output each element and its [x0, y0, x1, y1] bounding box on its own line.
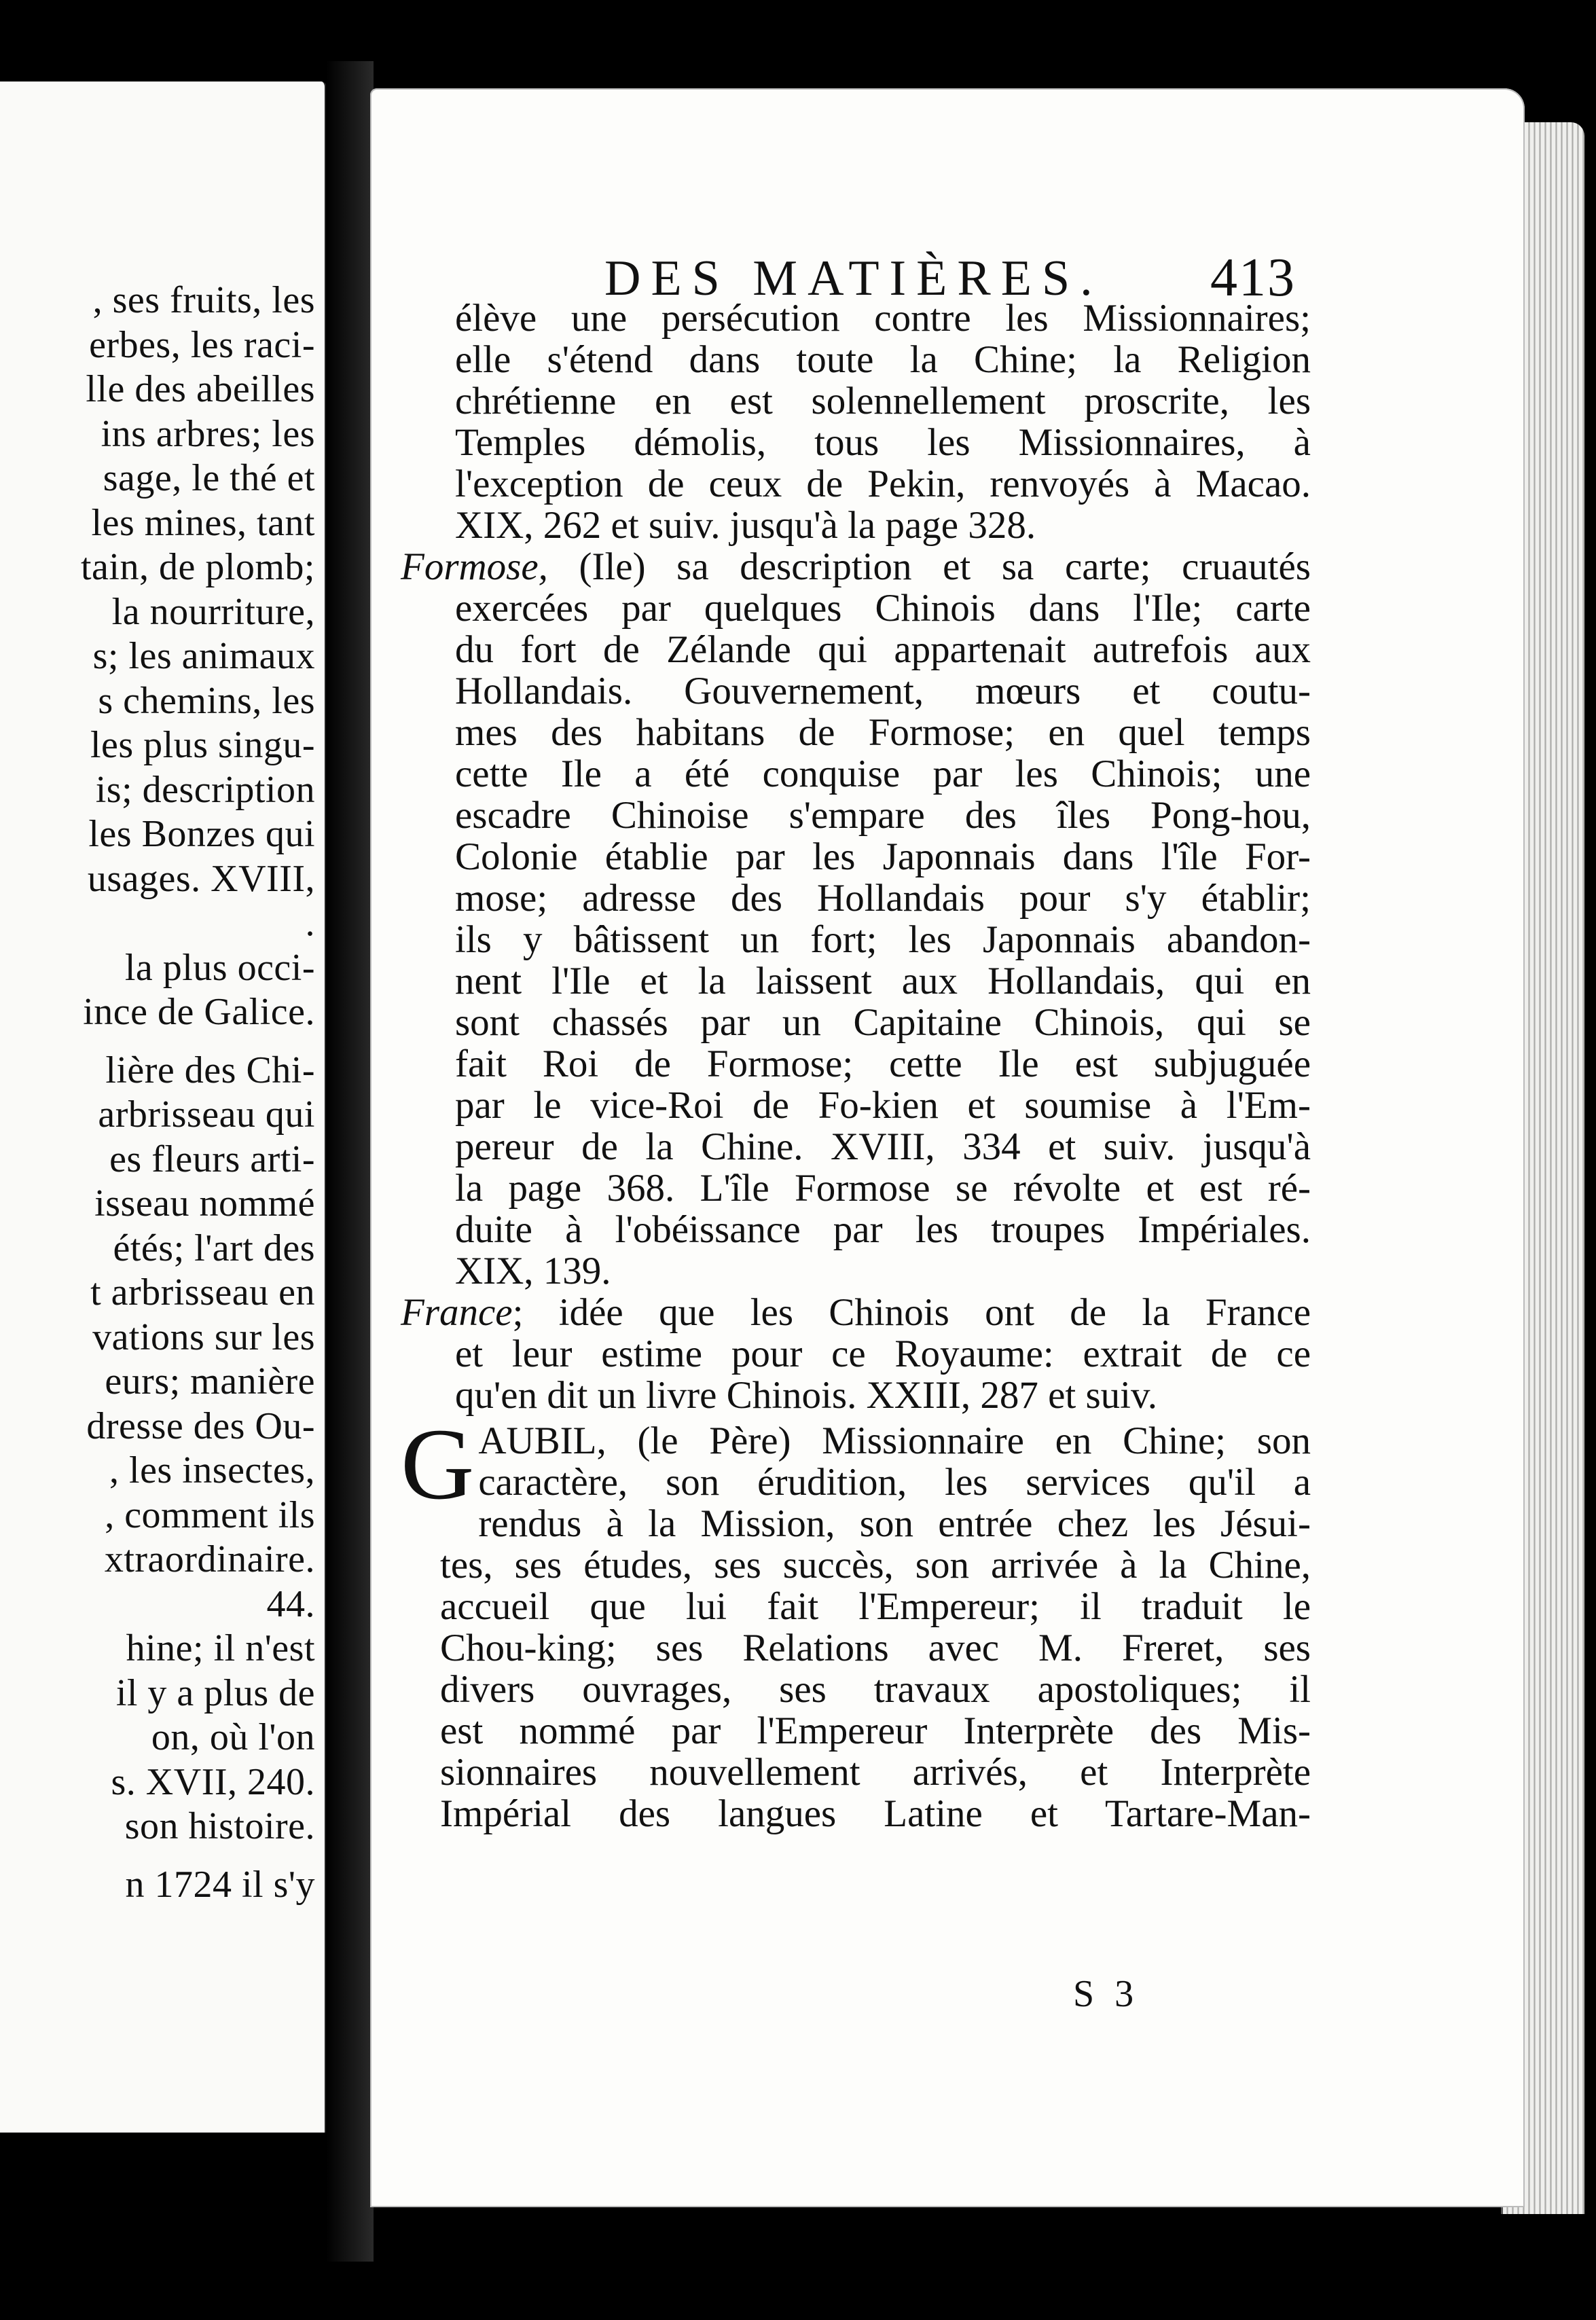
text-fragment: (Ile) sa description et sa carte; cruautés	[547, 545, 1311, 588]
text-line: qu'en dit un livre Chinois. XXIII, 287 et suiv.	[455, 1374, 1158, 1417]
text-line	[401, 546, 1311, 587]
text-line: escadre Chinoise s'empare des îles Pong-hou,	[455, 794, 1311, 837]
entry-gaubil	[401, 1408, 1311, 1835]
index-text	[401, 297, 1311, 1834]
left-page	[0, 81, 327, 2133]
book-gutter	[326, 61, 374, 2262]
text-line: l'exception de ceux de Pekin, renvoyés à Macao.	[455, 463, 1311, 505]
text-fragment: , (le Père) Missionnaire en Chine; son	[596, 1419, 1311, 1462]
left-text-line: usages. XVIII,	[87, 857, 315, 900]
text-line: duite à l'obéissance par les troupes Impériales.	[455, 1208, 1311, 1251]
text-line: XIX, 262 et suiv. jusqu'à la page 328.	[455, 504, 1036, 547]
left-text-line: s; les animaux	[92, 635, 315, 677]
text-line: divers ouvrages, ses travaux apostoliques; il	[440, 1668, 1311, 1711]
text-line: rendus à la Mission, son entrée chez les Jésui-	[478, 1502, 1311, 1545]
text-line: et leur estime pour ce Royaume: extrait de ce	[455, 1333, 1311, 1375]
left-text-line	[0, 1849, 315, 1863]
left-text-line: , comment ils	[105, 1493, 315, 1536]
left-page-text	[0, 278, 315, 1907]
entry-formose	[401, 546, 1311, 1292]
text-line: mose; adresse des Hollandais pour s'y établir;	[455, 877, 1311, 920]
running-head: DES MATIÈRES.	[604, 251, 1103, 306]
left-text-line: erbes, les raci-	[89, 323, 315, 366]
left-text-line: les Bonzes qui	[88, 813, 315, 855]
signature-mark: S 3	[1073, 1973, 1140, 2015]
left-text-line: tain, de plomb;	[80, 546, 315, 588]
left-text-line: étés; l'art des	[113, 1227, 315, 1269]
left-text-line: isseau nommé	[94, 1182, 315, 1225]
text-line: nent l'Ile et la laissent aux Hollandais, qui en	[455, 960, 1311, 1002]
text-line: XIX, 139.	[455, 1250, 611, 1292]
text-line: Colonie établie par les Japonnais dans l'île For-	[455, 835, 1311, 878]
drop-cap: G	[401, 1408, 475, 1521]
left-text-line: on, où l'on	[151, 1716, 315, 1758]
left-text-line: .	[305, 902, 315, 944]
left-text-line: les mines, tant	[91, 501, 315, 544]
left-text-line: is; description	[95, 768, 315, 811]
left-text-line: , ses fruits, les	[92, 279, 315, 321]
headword-formose: Formose,	[401, 545, 548, 588]
text-line: est nommé par l'Empereur Interprète des Mis-	[440, 1709, 1311, 1752]
left-text-line: eurs; manière	[105, 1360, 315, 1402]
left-text-line: n 1724 il s'y	[125, 1863, 315, 1906]
text-line: fait Roi de Formose; cette Ile est subjuguée	[455, 1043, 1311, 1085]
left-text-line: sage, le thé et	[103, 457, 315, 499]
left-text-line	[0, 1035, 315, 1049]
page-number: 413	[1210, 248, 1296, 308]
left-text-line: s chemins, les	[98, 679, 315, 722]
text-line: la page 368. L'île Formose se révolte et est ré-	[455, 1167, 1311, 1210]
text-line: par le vice-Roi de Fo-kien et soumise à l'Em-	[455, 1084, 1311, 1127]
left-text-line: vations sur les	[92, 1316, 315, 1358]
text-line: Chou-king; ses Relations avec M. Freret, ses	[440, 1627, 1311, 1669]
left-text-line: la nourriture,	[111, 590, 315, 633]
left-text-line: les plus singu-	[90, 724, 315, 766]
left-text-line: arbrisseau qui	[98, 1093, 315, 1136]
text-line: chrétienne en est solennellement proscrite, les	[455, 380, 1311, 422]
headword-france: France	[401, 1291, 513, 1334]
text-line: sont chassés par un Capitaine Chinois, qui se	[455, 1001, 1311, 1044]
text-line	[401, 1292, 1311, 1333]
text-line: accueil que lui fait l'Empereur; il traduit le	[440, 1585, 1311, 1628]
left-text-line: il y a plus de	[115, 1671, 315, 1714]
text-line: tes, ses études, ses succès, son arrivée à la Chine,	[440, 1544, 1311, 1587]
left-text-line: la plus occi-	[124, 946, 315, 989]
entry-continuation	[401, 297, 1311, 546]
text-line: exercées par quelques Chinois dans l'Ile; carte	[455, 587, 1311, 630]
left-text-line: es fleurs arti-	[109, 1138, 315, 1180]
text-line: ils y bâtissent un fort; les Japonnais abandon-	[455, 918, 1311, 961]
text-line: mes des habitans de Formose; en quel temps	[455, 711, 1311, 754]
left-text-line: s. XVII, 240.	[111, 1760, 315, 1803]
left-text-line: , les insectes,	[109, 1449, 315, 1491]
text-line: élève une persécution contre les Missionnaires;	[455, 297, 1311, 340]
left-text-line: dresse des Ou-	[86, 1404, 315, 1447]
left-text-line: 44.	[266, 1582, 315, 1625]
text-line: elle s'étend dans toute la Chine; la Religion	[455, 338, 1311, 381]
entry-france	[401, 1292, 1311, 1416]
text-fragment: ; idée que les Chinois ont de la France	[512, 1291, 1311, 1334]
left-text-line: ins arbres; les	[101, 412, 315, 455]
text-line: du fort de Zélande qui appartenait autrefois aux	[455, 628, 1311, 671]
text-line: sionnaires nouvellement arrivés, et Interprète	[440, 1751, 1311, 1794]
text-line: cette Ile a été conquise par les Chinois; une	[455, 753, 1311, 795]
headword-gaubil: AUBIL	[478, 1419, 597, 1462]
left-text-line: lière des Chi-	[105, 1049, 315, 1091]
text-line: Temples démolis, tous les Missionnaires, à	[455, 421, 1311, 464]
left-text-line: hine; il n'est	[126, 1627, 315, 1669]
left-text-line: ince de Galice.	[83, 991, 315, 1033]
left-text-line: t arbrisseau en	[90, 1271, 315, 1313]
left-text-line: xtraordinaire.	[104, 1538, 315, 1580]
left-text-line: lle des abeilles	[86, 368, 315, 410]
left-text-line: son histoire.	[124, 1805, 315, 1847]
text-line: Hollandais. Gouvernement, mœurs et coutu-	[455, 670, 1311, 712]
text-line: pereur de la Chine. XVIII, 334 et suiv. jusqu'à	[455, 1125, 1311, 1168]
text-line: caractère, son érudition, les services qu'il a	[478, 1461, 1311, 1504]
text-line: Impérial des langues Latine et Tartare-Man-	[440, 1792, 1311, 1835]
